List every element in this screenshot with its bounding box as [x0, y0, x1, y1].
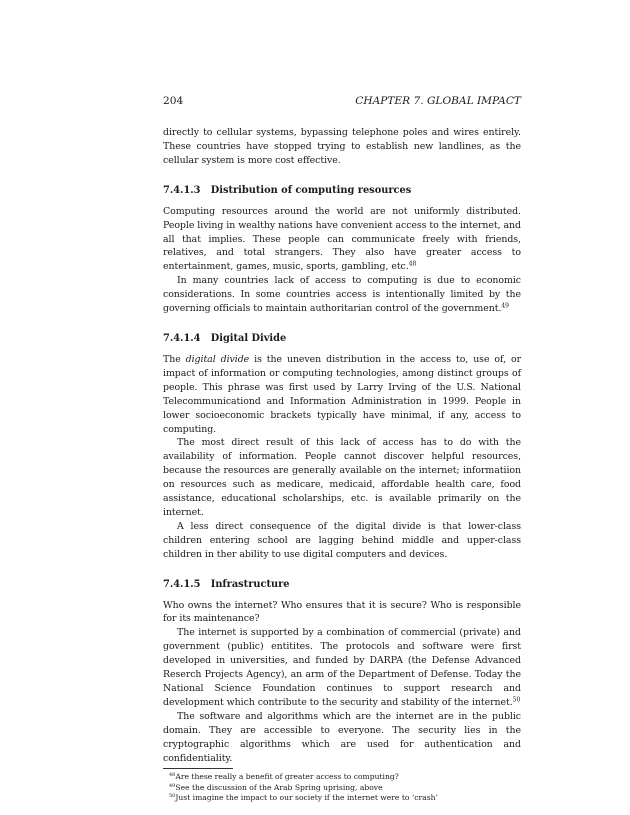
footnote-ref-48[interactable]: 48 — [408, 260, 417, 268]
infra-paragraph-3: The software and algorithms which are the internet are in the public domain. They are accessible to everyone. The security lies in the cryptographic algorithms which are used for authentication and confidentiality. — [163, 710, 521, 764]
digital-divide-term: digital divide — [185, 353, 250, 365]
footnote-50 — [169, 793, 521, 803]
footnote-rule — [163, 768, 233, 769]
distribution-paragraph-1 — [163, 205, 521, 275]
footnote-49 — [169, 783, 521, 793]
footnotes — [163, 768, 521, 803]
infra-paragraph-1: Who owns the internet? Who ensures that it is secure? Who is responsible for its maintenance? — [163, 599, 521, 625]
heading-distribution: 7.4.1.3 Distribution of computing resources — [163, 184, 412, 196]
footnote-ref-50[interactable]: 50 — [512, 696, 521, 704]
document-page — [163, 94, 521, 804]
divide-paragraph-3: A less direct consequence of the digital divide is that lower-class children entering school are lagging behind middle and upper-class children in ther ability to use digital computers and devices. — [163, 520, 521, 560]
divide-paragraph-1-rest: is the uneven distribution in the access to, use of, or impact of information or computing technologies, among distinct groups of people. This phrase was first used by Larry Irving of the U.S. National Telecommunicationd and Information Administration in 1999. People in lower socioeconomic brackets typically have minimal, if any, access to computing. — [163, 353, 521, 435]
footnote-text: Just imagine the impact to our society if the internet were to ‘crash’ — [175, 793, 438, 803]
divide-paragraph-1-lead: The — [163, 353, 186, 365]
footnote-number: 50 — [169, 793, 176, 800]
infra-paragraph-2-text: The internet is supported by a combination of commercial (private) and government (public) entitites. The protocols and software were first developed in universities, and funded by DARPA (the Defense Advanced Reserch Projects Agency), an arm of the Department of Defense. Today the National Science Foundation continues to support research and development which contribute to the security and stability of the internet. — [163, 627, 521, 708]
intro-paragraph: directly to cellular systems, bypassing telephone poles and wires entirely. These countries have stopped trying to establish new landlines, as the cellular system is more cost effective. — [163, 127, 521, 166]
distribution-paragraph-2-text: In many countries lack of access to computing is due to economic considerations. In some countries access is intentionally limited by the governing officials to maintain authoritarian control of the government. — [163, 275, 521, 315]
divide-paragraph-1 — [163, 353, 521, 436]
infra-paragraph-2 — [163, 626, 521, 709]
running-header — [163, 94, 521, 108]
footnote-number: 48 — [169, 772, 176, 779]
page-number: 204 — [163, 95, 184, 107]
footnote-ref-49[interactable]: 49 — [501, 302, 509, 310]
footnote-text: Are these really a benefit of greater access to computing? — [175, 772, 399, 782]
distribution-paragraph-1-text: Computing resources around the world are not uniformly distributed. People living in wealthy nations have convenient access to the internet, and all that implies. These people can communicate freely with friends, relatives, and total strangers. They also have greater access to entertainment, games, music, sports, gambling, etc. — [163, 205, 521, 273]
divide-paragraph-2: The most direct result of this lack of access has to do with the availability of information. People cannot discover helpful resources, because the resources are generally available on the internet; informatiion on resources such as medicare, medicaid, affordable health care, food assistance, educational scholarships, etc. is available primarily on the internet. — [163, 437, 521, 518]
chapter-title: CHAPTER 7. GLOBAL IMPACT — [355, 95, 521, 107]
heading-infrastructure: 7.4.1.5 Infrastructure — [163, 578, 290, 590]
footnote-text: See the discussion of the Arab Spring uprising, above — [175, 782, 383, 792]
heading-digital-divide: 7.4.1.4 Digital Divide — [163, 332, 287, 344]
footnote-number: 49 — [169, 783, 176, 790]
distribution-paragraph-2 — [163, 274, 521, 316]
footnote-48 — [169, 772, 521, 782]
